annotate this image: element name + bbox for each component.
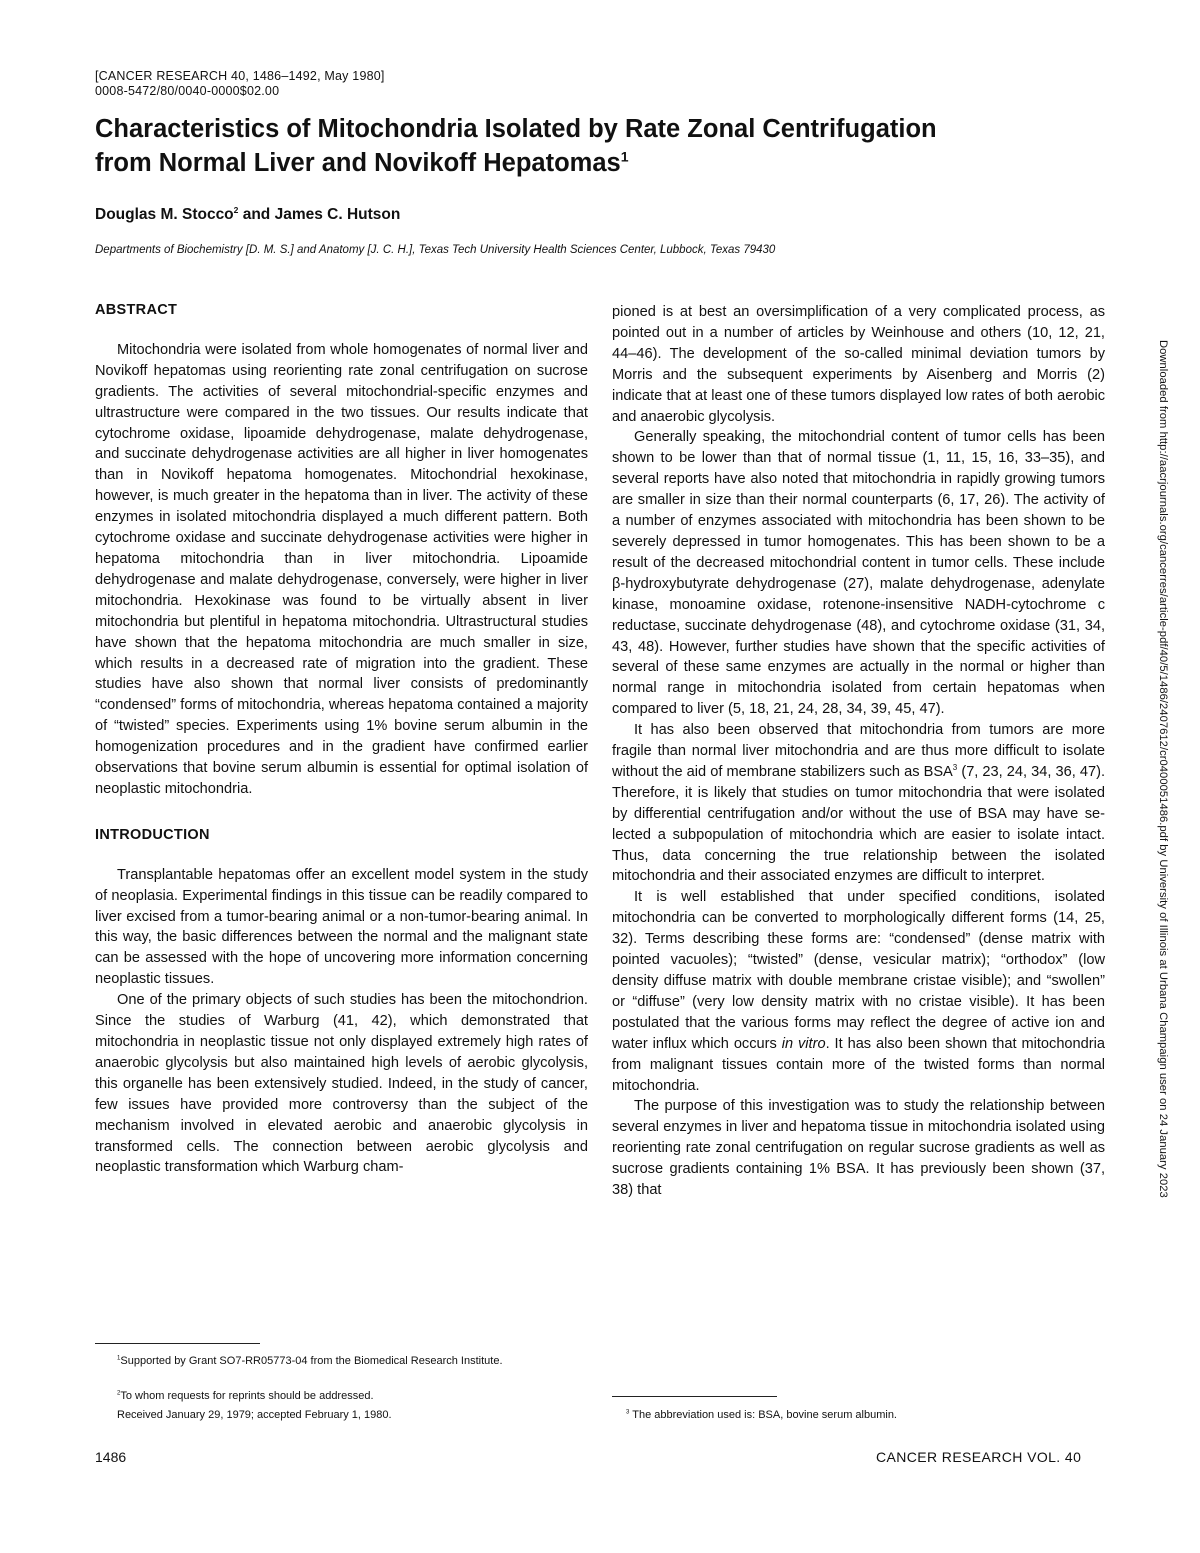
intro-paragraph-5-part-b: (7, 23, 24, 34, 36, 47). Therefore, it is likely that studies on tumor mitochondria that were isolated by differential centrifugation and/or without the use of BSA may have selected a subpopulation of mitochondria which are easier to isolate intact. Thus, data concerning the true relationship between the isolated mitochondria and their associated enzymes are difficult to interpret.: [612, 763, 1106, 885]
intro-paragraph-7: The purpose of this investigation was to study the relationship between several enzymes in liver and hepatoma tissue in mitochondria isolated using reorienting rate zonal centrifugation on regular sucrose gradients as well as sucrose gradients containing 1% BSA. It has previously been shown (37, 38) that: [612, 1098, 1105, 1199]
intro-paragraph-2: One of the primary objects of such studies has been the mitochondrion. Since the studies of Warburg (41, 42), which demonstrated that mitochondria in neoplastic tissue not only displayed extremely high rates of anaerobic glycolysis but also maintained high levels of aerobic glycolysis, this organelle has been extensively studied. Indeed, in the study of cancer, few issues have provided more controversy than the subject of the mechanism involved in elevated aerobic and anaerobic glycolysis in transformed cells. The connection between aerobic glycolysis and neoplastic transformation which Warburg cham-: [95, 992, 588, 1176]
intro-paragraph-6-part-b: . It has also been shown that mitochondria from malignant tissues contain more of the twisted forms than normal mitochondria.: [612, 1035, 1106, 1094]
footnote-2: [95, 1389, 588, 1403]
issn-code: 0008-5472/80/0040-0000$02.00: [95, 84, 280, 98]
intro-paragraph-4: Generally speaking, the mitochondrial content of tumor cells has been shown to be lower than that of normal tissue (1, 11, 15, 16, 33–35), and several reports have also noted that mitochondria in rapidly growing tumors are smaller in size than their normal counterparts (6, 17, 26). The activity of a number of enzymes associated with mitochondria has been shown to be severely depressed in tumor homogenates. This has been shown to be a result of the decreased mitochondrial content in tumor cells. These include β-hydroxybutyrate dehydrogenase (27), malate dehydrogenase, adenylate kinase, monoamine oxidase, rotenone-insensitive NADH-cytochrome c reductase, succinate dehydrogenase (48), and cytochrome oxidase (31, 34, 43, 48). However, further studies have shown that the specific activities of several of these same enzymes are actually in the normal or higher than normal range in mitochondria isolated from certain hepatomas when compared to liver (5, 18, 21, 24, 28, 34, 39, 45, 47).: [612, 429, 1105, 718]
left-footnote-rule: [95, 1343, 260, 1344]
in-vitro-italic: in vitro: [781, 1035, 826, 1052]
author-2: James C. Hutson: [274, 206, 401, 223]
intro-paragraph-3: pioned is at best an oversimplification of a very complicated process, as pointed out in a number of articles by Weinhouse and others (10, 12, 21, 44–46). The development of the so-called minimal deviation tumors by Morris and the subsequent experiments by Aisenberg and Morris (2) indicate that at least one of these tumors displayed low rates of both aerobic and anaerobic glycolysis.: [612, 304, 1105, 425]
introduction-heading: INTRODUCTION: [95, 826, 210, 843]
footnote-2-text: To whom requests for reprints should be addressed.: [120, 1390, 374, 1402]
journal-footer: CANCER RESEARCH VOL. 40: [876, 1449, 1082, 1465]
footnote-3-text: The abbreviation used is: BSA, bovine serum albumin.: [632, 1409, 897, 1421]
abstract-heading: ABSTRACT: [95, 302, 178, 318]
footnote-1-mark: 1: [117, 1355, 121, 1362]
authors-and: and: [238, 206, 275, 223]
footnote-3-mark: 3: [626, 1409, 630, 1416]
title-line-2-text: from Normal Liver and Novikoff Hepatomas: [95, 149, 621, 177]
right-footnote-rule: [612, 1396, 777, 1397]
footnote-2-mark: 2: [117, 1390, 121, 1397]
abstract-text: Mitochondria were isolated from whole homogenates of normal liver and Novikoff hepatomas using reorienting rate zonal centrifugation on sucrose gradients. The activities of several mitochondrial-specific enzymes and ultrastructure were compared in the two tissues. Our results indicate that cytochrome oxidase, lipoamide dehydrogenase, malate dehydrogenase, and succinate dehydrogenase activities are all higher in liver homogenates than in Novikoff hepatoma homogenates. Mitochondrial hexokinase, however, is much greater in the hepatoma than in liver. The activity of these enzymes in isolated mitochondria displayed a much different pattern. Both cytochrome oxidase and succinate dehydrogenase activities were higher in hepatoma mitochondria than in liver mitochondria. Lipoamide dehydrogenase and malate dehydrogenase, conversely, were higher in liver mitochondria. Hexokinase was found to be virtually absent in liver mitochondria but plentiful in hepatoma mitochondria. Ultrastructural studies have shown that the hepatoma mitochondria are much smaller in size, which results in a decreased rate of migration into the gradient. These studies have also shown that normal liver consists of predominantly “condensed” forms of mitochondria, whereas hepatoma contained a majority of “twisted” species. Experiments using 1% bovine serum albumin in the homogenization procedures and in the gradient have confirmed earlier observations that bovine serum albumin is essential for optimal isolation of neoplastic mitochondria.: [95, 341, 588, 797]
intro-paragraph-6-part-a: It is well established that under specified conditions, isolated mitochondria can be converted to morphologically different forms (14, 25, 32). Terms describing these forms are: “condensed” (dense matrix with pointed vacuoles); “twisted” (dense, vesicular matrix); “orthodox” (low density diffuse matrix with double membrane cristae visible); and “swollen” or “diffuse” (very low density matrix with no cristae visible). It has been postulated that the various forms may reflect the degree of active ion and water influx which occurs: [612, 889, 1105, 1052]
bsa-footnote-mark: 3: [952, 763, 958, 773]
author-1: Douglas M. Stocco: [95, 206, 234, 223]
title-line-2: [95, 146, 1015, 180]
authors: [95, 206, 400, 224]
intro-paragraph-5-part-a: It has also been observed that mitochondria from tumors are more fragile than normal liver mitochondria and are thus more difficult to isolate without the aid of membrane stabilizers such as BSA: [612, 722, 1105, 780]
download-side-note: [1151, 340, 1175, 1198]
title-footnote-mark: 1: [620, 148, 629, 165]
intro-paragraph-5: [612, 720, 1105, 887]
author-1-footnote-mark: 2: [233, 204, 239, 215]
page-number: 1486: [95, 1449, 127, 1465]
received-date: Received January 29, 1979; accepted February 1, 1980.: [117, 1409, 392, 1421]
download-side-note-text: Downloaded from http://aacrjournals.org/cancerres/article-pdf/40/5/1486/2407612/cr0400051486.pdf by University of Illinois at Urbana Champaign user on 24 January 2023: [1157, 340, 1169, 1198]
affiliation: Departments of Biochemistry [D. M. S.] and Anatomy [J. C. H.], Texas Tech University Health Sciences Center, Lubbock, Texas 79430: [95, 244, 776, 256]
intro-paragraph-1: Transplantable hepatomas offer an excellent model system in the study of neoplasia. Experimental findings in this tissue can be readily compared to liver excised from a tumor-bearing animal or a non-tumor-bearing animal. In this way, the basic differences between the normal and the malignant state can be assessed with the hope of uncovering more information concerning neoplastic tissues.: [95, 866, 588, 988]
citation-line: [CANCER RESEARCH 40, 1486–1492, May 1980]: [95, 69, 385, 83]
right-column: [612, 302, 1105, 1201]
footnote-1-text: Supported by Grant SO7-RR05773-04 from the Biomedical Research Institute.: [120, 1355, 503, 1367]
footnote-1: [95, 1354, 588, 1368]
title-line-1: Characteristics of Mitochondria Isolated by Rate Zonal Centrifugation: [95, 115, 937, 143]
left-column: [95, 300, 588, 1178]
article-title: [95, 112, 1015, 180]
intro-paragraph-6: [612, 887, 1105, 1096]
footnote-3: [612, 1408, 1105, 1422]
